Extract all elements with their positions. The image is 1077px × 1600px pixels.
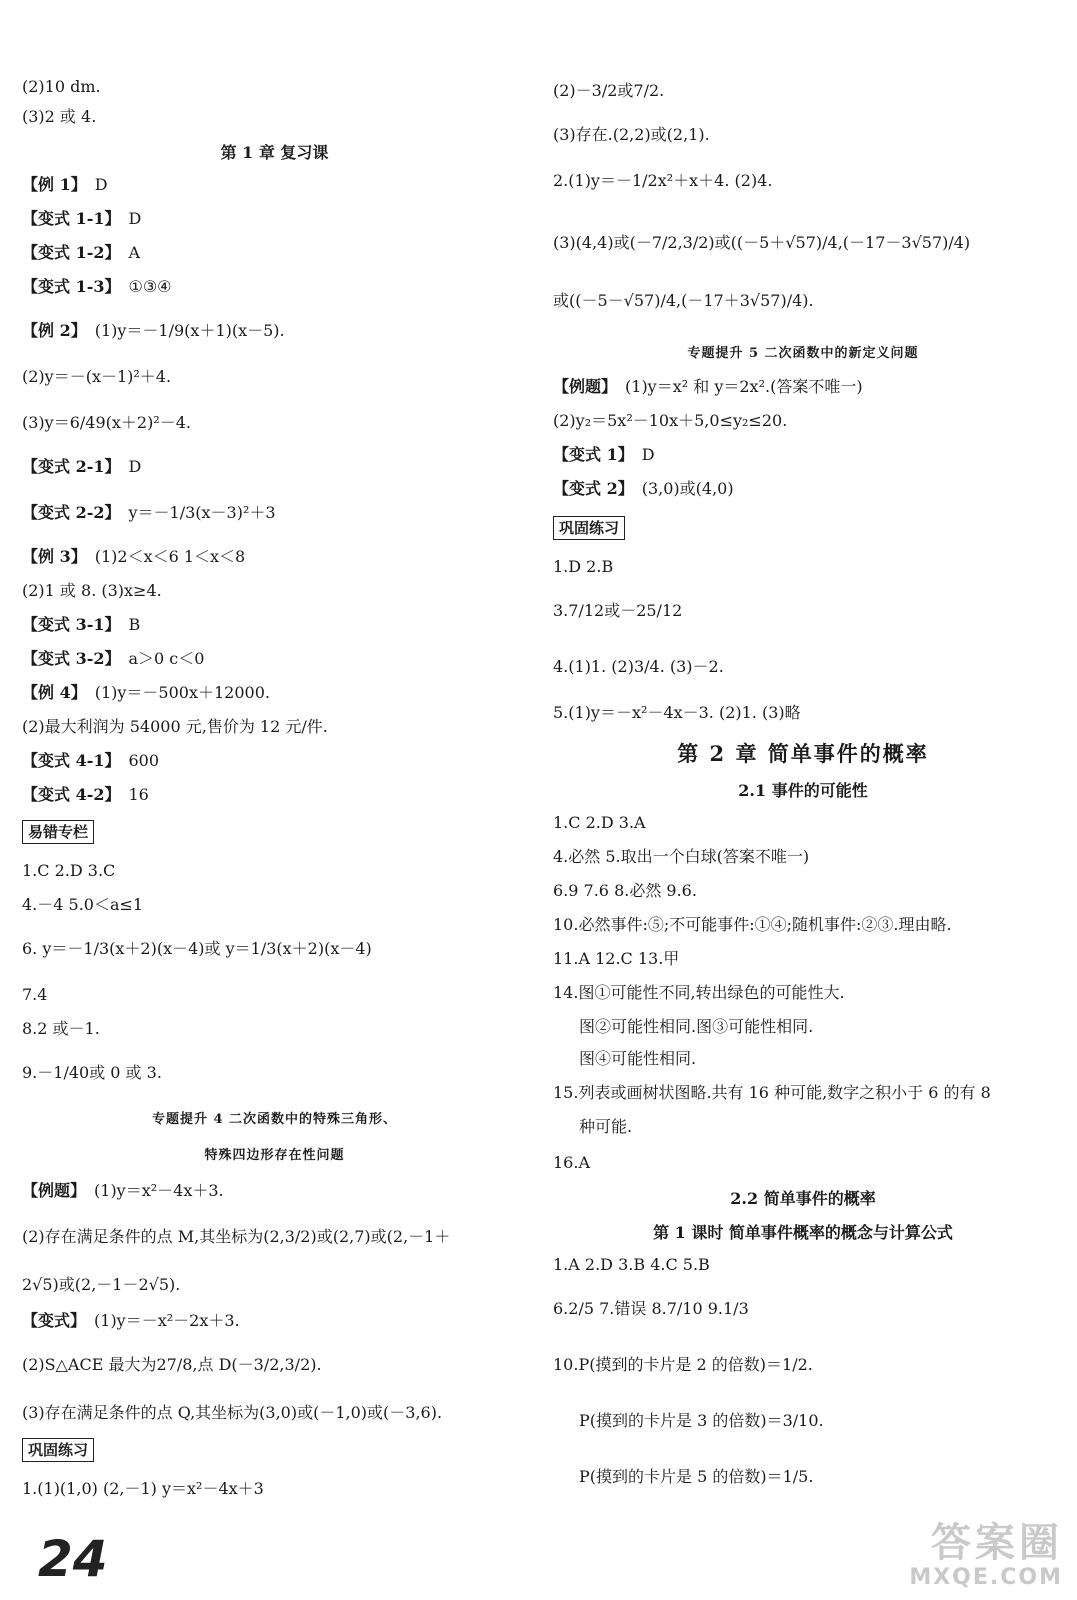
answer-line: 1.D 2.B bbox=[553, 557, 614, 576]
lesson1-title: 第 1 课时 简单事件概率的概念与计算公式 bbox=[653, 1223, 953, 1242]
answer-line: (3)2 或 4. bbox=[22, 107, 97, 126]
answer-line: 16.A bbox=[553, 1153, 590, 1172]
answer-item: 【例 4】 (1)y＝－500x＋12000. bbox=[22, 683, 270, 702]
section-2-1-title: 2.1 事件的可能性 bbox=[738, 781, 868, 800]
answer-item: 【变式 1-1】 D bbox=[22, 209, 142, 228]
answer-line: 4.－4 5.0＜a≤1 bbox=[22, 895, 144, 914]
answer-line: 种可能. bbox=[579, 1117, 633, 1136]
answer-item: 【例题】 (1)y＝x² 和 y＝2x².(答案不唯一) bbox=[553, 377, 863, 396]
answer-line: 6.9 7.6 8.必然 9.6. bbox=[553, 881, 697, 900]
answer-line: P(摸到的卡片是 3 的倍数)＝3/10. bbox=[579, 1411, 824, 1430]
answer-item: 【变式 1-3】 ①③④ bbox=[22, 277, 172, 296]
answer-line: (3)存在.(2,2)或(2,1). bbox=[553, 125, 710, 144]
answer-item: (2)y₂＝5x²－10x＋5,0≤y₂≤20. bbox=[553, 411, 788, 430]
answer-line: 8.2 或－1. bbox=[22, 1019, 100, 1038]
answer-line: 1.C 2.D 3.A bbox=[553, 813, 646, 832]
answer-line: 6. y＝－1/3(x＋2)(x－4)或 y＝1/3(x＋2)(x－4) bbox=[22, 939, 372, 958]
answer-line: 图②可能性相同.图③可能性相同. bbox=[579, 1017, 814, 1036]
answer-item: 【变式 4-1】 600 bbox=[22, 751, 160, 770]
answer-line: 15.列表或画树状图略.共有 16 种可能,数字之积小于 6 的有 8 bbox=[553, 1083, 991, 1102]
answer-line: (3)(4,4)或(－7/2,3/2)或((－5＋√57)/4,(－17－3√57)/4) bbox=[553, 233, 971, 252]
answer-line: 5.(1)y＝－x²－4x－3. (2)1. (3)略 bbox=[553, 703, 801, 722]
answer-item: 【例 3】 (1)2＜x＜6 1＜x＜8 bbox=[22, 547, 246, 566]
answer-item: (3)存在满足条件的点 Q,其坐标为(3,0)或(－1,0)或(－3,6). bbox=[22, 1403, 443, 1422]
answer-item: (2)S△ACE 最大为27/8,点 D(－3/2,3/2). bbox=[22, 1355, 322, 1374]
answer-item: 【变式 2-2】 y＝－1/3(x－3)²＋3 bbox=[22, 503, 276, 522]
chapter1-review-title: 第 1 章 复习课 bbox=[220, 143, 329, 162]
answer-line: (2)10 dm. bbox=[22, 77, 101, 96]
answer-line: 9.－1/40或 0 或 3. bbox=[22, 1063, 162, 1082]
section-box-practice: 巩固练习 bbox=[22, 1438, 94, 1462]
answer-item: 【变式 2-1】 D bbox=[22, 457, 142, 476]
page-number: 24 bbox=[38, 1530, 108, 1588]
answer-item: (2)最大利润为 54000 元,售价为 12 元/件. bbox=[22, 717, 328, 736]
section-2-2-title: 2.2 简单事件的概率 bbox=[730, 1189, 876, 1208]
answer-line: 1.(1)(1,0) (2,－1) y＝x²－4x＋3 bbox=[22, 1479, 264, 1498]
answer-line: (2)－3/2或7/2. bbox=[553, 81, 665, 100]
topic4-title: 专题提升 4 二次函数中的特殊三角形、 bbox=[151, 1112, 398, 1127]
answer-line: 11.A 12.C 13.甲 bbox=[553, 949, 680, 968]
chapter2-title: 第 2 章 简单事件的概率 bbox=[677, 741, 929, 766]
answer-line: 2.(1)y＝－1/2x²＋x＋4. (2)4. bbox=[553, 171, 773, 190]
answer-line: 10.P(摸到的卡片是 2 的倍数)＝1/2. bbox=[553, 1355, 813, 1374]
answer-item: 【变式 3-2】 a＞0 c＜0 bbox=[22, 649, 205, 668]
answer-item: 【变式】 (1)y＝－x²－2x＋3. bbox=[22, 1311, 240, 1330]
answer-line: 10.必然事件:⑤;不可能事件:①④;随机事件:②③.理由略. bbox=[553, 915, 952, 934]
answer-item: 【例 2】 (1)y＝－1/9(x＋1)(x－5). bbox=[22, 321, 285, 340]
answer-item: 【变式 1】 D bbox=[553, 445, 655, 464]
answer-item: (2)1 或 8. (3)x≥4. bbox=[22, 581, 162, 600]
topic5-title: 专题提升 5 二次函数中的新定义问题 bbox=[687, 346, 919, 361]
answer-item: (2)y＝－(x－1)²＋4. bbox=[22, 367, 172, 386]
answer-item: 【变式 2】 (3,0)或(4,0) bbox=[553, 479, 734, 498]
answer-line: P(摸到的卡片是 5 的倍数)＝1/5. bbox=[579, 1467, 814, 1486]
answer-line: 4.(1)1. (2)3/4. (3)－2. bbox=[553, 657, 724, 676]
section-box-practice: 巩固练习 bbox=[553, 516, 625, 540]
answer-line: 3.7/12或－25/12 bbox=[553, 601, 683, 620]
topic4-title: 特殊四边形存在性问题 bbox=[204, 1148, 345, 1163]
answer-line: 14.图①可能性不同,转出绿色的可能性大. bbox=[553, 983, 845, 1002]
answer-line: 1.A 2.D 3.B 4.C 5.B bbox=[553, 1255, 710, 1274]
answer-line: 图④可能性相同. bbox=[579, 1049, 697, 1068]
section-box-errors: 易错专栏 bbox=[22, 820, 94, 844]
answer-item: 【变式 3-1】 B bbox=[22, 615, 141, 634]
answer-item: 2√5)或(2,－1－2√5). bbox=[22, 1275, 181, 1294]
answer-item: 【变式 4-2】 16 bbox=[22, 785, 149, 804]
answer-line: 6.2/5 7.错误 8.7/10 9.1/3 bbox=[553, 1299, 749, 1318]
answer-item: (3)y＝6/49(x＋2)²－4. bbox=[22, 413, 192, 432]
answer-item: 【例 1】 D bbox=[22, 175, 108, 194]
answer-line: 1.C 2.D 3.C bbox=[22, 861, 116, 880]
answer-item: 【例题】 (1)y＝x²－4x＋3. bbox=[22, 1181, 224, 1200]
answer-line: 7.4 bbox=[22, 985, 48, 1004]
answer-item: 【变式 1-2】 A bbox=[22, 243, 141, 262]
answer-item: (2)存在满足条件的点 M,其坐标为(2,3/2)或(2,7)或(2,－1＋ bbox=[22, 1227, 451, 1246]
watermark-text: 答案圈 bbox=[931, 1520, 1063, 1566]
answer-line: 4.必然 5.取出一个白球(答案不唯一) bbox=[553, 847, 810, 866]
watermark-logo bbox=[909, 1521, 1063, 1590]
answer-line: 或((－5－√57)/4,(－17＋3√57)/4). bbox=[553, 291, 814, 310]
watermark-url: MXQE.COM bbox=[909, 1565, 1063, 1590]
